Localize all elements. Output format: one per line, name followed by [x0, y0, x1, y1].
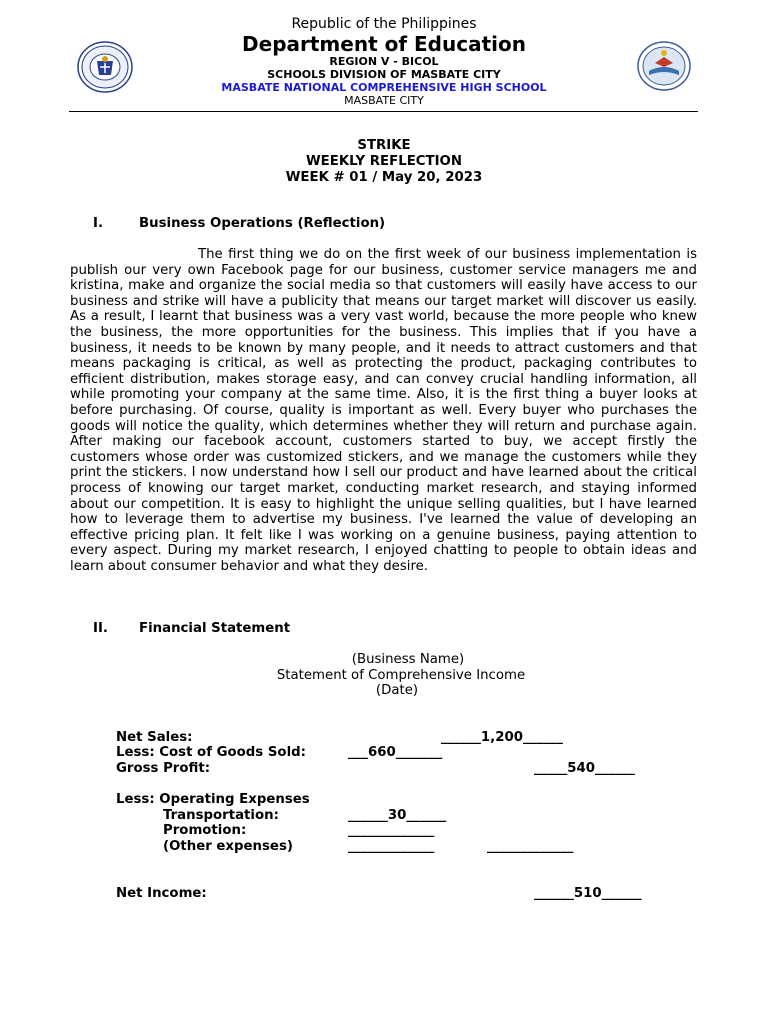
reflection-paragraph: [70, 247, 697, 574]
statement-title: Statement of Comprehensive Income: [276, 668, 526, 683]
header-divider: [69, 111, 698, 112]
header-region: REGION V - BICOL: [329, 55, 439, 68]
net-sales-label: Net Sales:: [116, 730, 193, 745]
statement-business-name: (Business Name): [351, 652, 465, 667]
header-department: Department of Education: [242, 32, 526, 56]
header-city: MASBATE CITY: [344, 94, 424, 107]
promotion-value: _____________: [348, 823, 435, 838]
promotion-label: Promotion:: [163, 823, 247, 838]
opex-label: Less: Operating Expenses: [116, 792, 310, 807]
header-division: SCHOOLS DIVISION OF MASBATE CITY: [267, 68, 501, 81]
doc-title-week: WEEK # 01 / May 20, 2023: [285, 170, 483, 185]
section2-heading: Financial Statement: [139, 621, 291, 636]
doc-title-weekly-reflection: WEEKLY REFLECTION: [306, 154, 462, 169]
gross-profit-label: Gross Profit:: [116, 761, 211, 776]
section1-heading: Business Operations (Reflection): [139, 216, 386, 231]
other-expenses-label: (Other expenses): [163, 839, 293, 854]
operating-expenses-total: _____________: [487, 839, 574, 854]
net-sales-value: ______1,200______: [441, 730, 563, 745]
gross-profit-value: _____540______: [534, 761, 635, 776]
cogs-value: ___660_______: [348, 745, 443, 760]
other-expenses-value: _____________: [348, 839, 435, 854]
reflection-text: The first thing we do on the first week of our business implementation is publish our very own Facebook page for our business, customer service managers me and kristina, make and organize the social media so that customers will easily have access to our business and strike will have a publicity that means our target market will discover us easily. As a result, I learnt that business was a very vast world, because the more people who knew the business, the more opportunities for the business. This implies that if you have a business, it needs to be known by many people, and it needs to attract customers and that means packaging is critical, as well as protecting the product, packaging contributes to efficient distribution, makes storage easy, and can convey crucial handling information, all while promoting your company at the same time. Also, it is the first thing a buyer looks at before purchasing. Of course, quality is important as well. Every buyer who purchases the goods will notice the quality, which determines whether they will return and purchase again. After making our facebook account, customers started to buy, we accept firstly the customers whose order was customized stickers, and we manage the customers while they print the stickers. I now understand how I sell our product and have learned about the critical process of knowing our target market, conducting market research, and staying informed about our competition. It is easy to highlight the unique selling qualities, but I have learned how to leverage them to advertise my business. I've learned the value of developing an effective pricing plan. It felt like I was working on a genuine business, paying attention to every aspect. During my market research, I enjoyed chatting to people to obtain ideas and learn about consumer behavior and what they desire.: [70, 247, 697, 574]
cogs-label: Less: Cost of Goods Sold:: [116, 745, 306, 760]
transportation-label: Transportation:: [163, 808, 279, 823]
header-republic: Republic of the Philippines: [291, 16, 477, 32]
section1-numeral: I.: [93, 216, 103, 231]
transportation-value: ______30______: [348, 808, 447, 823]
net-income-value: ______510______: [534, 886, 642, 901]
net-income-label: Net Income:: [116, 886, 207, 901]
section2-numeral: II.: [93, 621, 108, 636]
header-school: MASBATE NATIONAL COMPREHENSIVE HIGH SCHOOL: [221, 81, 547, 94]
statement-date: (Date): [375, 683, 419, 698]
doc-title-strike: STRIKE: [357, 138, 411, 153]
